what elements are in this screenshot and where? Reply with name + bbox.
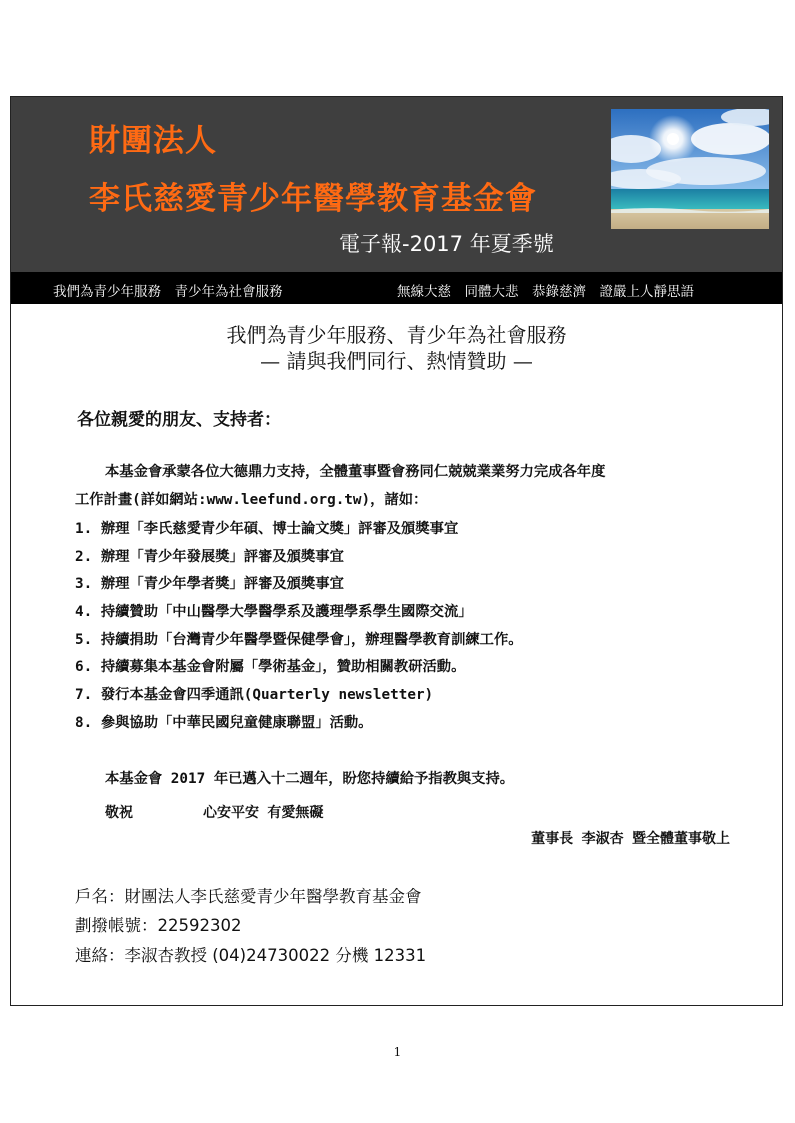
beach-sky-photo	[611, 109, 769, 229]
list-item: 6. 持續募集本基金會附屬「學術基金」，贊助相關教研活動。	[75, 659, 466, 676]
masthead	[11, 97, 782, 272]
letter-subtitle: — 請與我們同行、熱情贊助 —	[260, 349, 533, 373]
postal-account-number: 劃撥帳號：22592302	[75, 916, 242, 935]
list-item: 2. 辦理「青少年發展獎」評審及頒獎事宜	[75, 548, 344, 565]
letter-signature: 董事長 李淑杏 暨全體董事敬上	[531, 831, 730, 847]
work-plan-list	[75, 516, 523, 738]
account-name: 戶名：財團法人李氏慈愛青少年醫學教育基金會	[75, 887, 422, 906]
page-number: 1	[393, 1045, 402, 1059]
letter-title: 我們為青少年服務、青少年為社會服務	[226, 323, 567, 347]
issue-label: 電子報-2017 年夏季號	[339, 232, 554, 256]
letter-paragraph-line2: 工作計畫(詳如網站:www.leefund.org.tw)，諸如：	[75, 492, 428, 508]
org-name: 李氏慈愛青少年醫學教育基金會	[89, 181, 537, 217]
list-item: 1. 辦理「李氏慈愛青少年碩、博士論文獎」評審及頒獎事宜	[75, 521, 459, 537]
banner-motto-right: 無線大慈 同體大悲 恭錄慈濟 證嚴上人靜思語	[397, 284, 694, 300]
letter-paragraph-line1: 本基金會承蒙各位大德鼎力支持，全體董事暨會務同仁兢兢業業努力完成各年度	[105, 464, 606, 480]
org-type: 財團法人	[89, 123, 217, 159]
list-item: 5. 持續捐助「台灣青少年醫學暨保健學會」，辦理醫學教育訓練工作。	[75, 631, 523, 648]
letter-greeting: 各位親愛的朋友、支持者：	[77, 410, 281, 430]
motto-banner	[11, 272, 782, 304]
list-item: 3. 辦理「青少年學者獎」評審及頒獎事宜	[75, 576, 344, 593]
letter-regards: 敬祝	[105, 805, 133, 821]
list-item: 8. 參與協助「中華民國兒童健康聯盟」活動。	[75, 714, 373, 731]
newsletter-frame	[10, 96, 783, 1006]
list-item: 4. 持續贊助「中山醫學大學醫學系及護理學系學生國際交流」	[75, 604, 473, 621]
letter-closing: 本基金會 2017 年已邁入十二週年，盼您持續給予指教與支持。	[105, 771, 515, 787]
banner-motto-left: 我們為青少年服務 青少年為社會服務	[53, 284, 283, 300]
list-item: 7. 發行本基金會四季通訊(Quarterly newsletter)	[75, 687, 434, 704]
contact-info: 連絡：李淑杏教授 (04)24730022 分機 12331	[75, 946, 427, 965]
letter-regards-wish: 心安平安 有愛無礙	[203, 805, 324, 821]
